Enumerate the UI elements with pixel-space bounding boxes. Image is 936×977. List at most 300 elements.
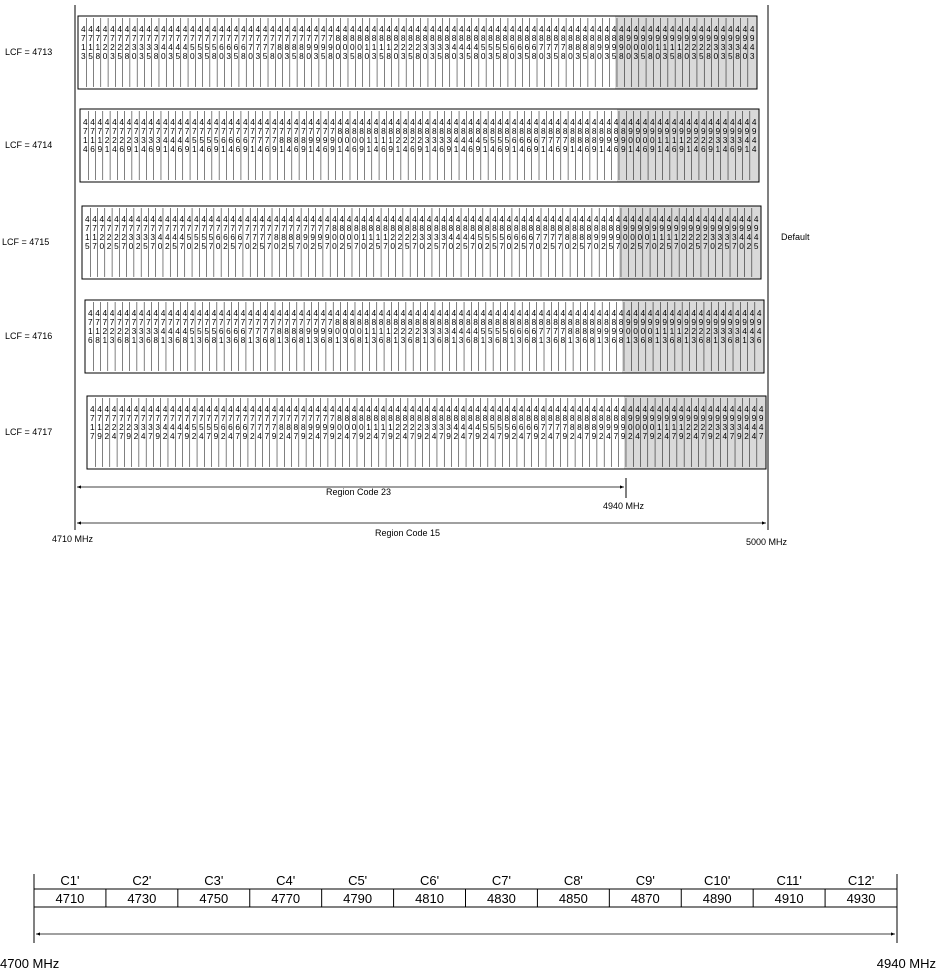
channel-digit: 5 bbox=[213, 422, 219, 432]
channel-digit: 3 bbox=[419, 232, 425, 242]
channel-digit: 7 bbox=[182, 33, 188, 43]
channel-digit: 7 bbox=[555, 422, 560, 432]
channel-digit: 2 bbox=[279, 431, 284, 441]
channel-digit: 6 bbox=[235, 422, 241, 432]
channel-digit: 4 bbox=[608, 214, 614, 224]
channel-digit: 2 bbox=[121, 232, 126, 242]
channel-digit: 8 bbox=[611, 317, 617, 327]
channel-digit: 1 bbox=[673, 232, 679, 242]
channel-digit: 4 bbox=[749, 308, 755, 318]
channel-digit: 4 bbox=[722, 117, 728, 127]
channel-digit: 5 bbox=[492, 241, 497, 251]
channel-digit: 8 bbox=[618, 51, 624, 61]
channel-digit: 5 bbox=[230, 241, 236, 251]
channel-digit: 4 bbox=[589, 24, 595, 34]
channel-digit: 7 bbox=[189, 317, 195, 327]
channel-digit: 4 bbox=[306, 308, 311, 318]
lcf-row bbox=[5, 396, 766, 469]
channel-digit: 6 bbox=[671, 144, 677, 154]
channel-digit: 8 bbox=[570, 135, 575, 145]
channel-digit: 2 bbox=[482, 431, 488, 441]
channel-digit: 1 bbox=[625, 335, 631, 345]
channel-digit: 9 bbox=[662, 33, 668, 43]
channel-digit: 4 bbox=[346, 214, 352, 224]
channel-digit: 4 bbox=[409, 404, 415, 414]
channel-digit: 4 bbox=[104, 117, 110, 127]
channel-digit: 1 bbox=[669, 326, 675, 336]
channel-digit: 8 bbox=[380, 413, 386, 423]
channel-digit: 2 bbox=[657, 431, 662, 441]
channel-digit: 0 bbox=[346, 232, 352, 242]
channel-digit: 4 bbox=[455, 214, 461, 224]
channel-digit: 8 bbox=[349, 33, 355, 43]
channel-digit: 9 bbox=[606, 135, 612, 145]
channel-digit: 4 bbox=[204, 308, 209, 318]
channel-digit: 4 bbox=[402, 431, 408, 441]
channel-digit: 7 bbox=[470, 241, 475, 251]
channel-digit: 4 bbox=[625, 308, 631, 318]
channel-digit: 4 bbox=[461, 117, 466, 127]
channel-digit: 4 bbox=[593, 214, 599, 224]
channel-digit: 9 bbox=[613, 135, 619, 145]
channel-digit: 0 bbox=[353, 232, 359, 242]
channel-digit: 4 bbox=[751, 422, 757, 432]
channel-digit: 4 bbox=[730, 117, 735, 127]
channel-digit: 8 bbox=[344, 413, 350, 423]
channel-digit: 3 bbox=[81, 51, 86, 61]
channel-digit: 4 bbox=[358, 404, 364, 414]
channel-digit: 5 bbox=[194, 232, 199, 242]
default-label: Default bbox=[781, 232, 810, 242]
lcf-row bbox=[2, 206, 761, 279]
channel-freq: 4710 bbox=[55, 891, 85, 906]
channel-digit: 4 bbox=[190, 24, 195, 34]
channel-digit: 4 bbox=[437, 24, 442, 34]
channel-digit: 4 bbox=[749, 42, 755, 52]
channel-digit: 7 bbox=[119, 126, 124, 136]
channel-digit: 9 bbox=[330, 144, 335, 154]
channel-digit: 8 bbox=[582, 326, 587, 336]
channel-digit: 7 bbox=[262, 42, 268, 52]
channel-digit: 9 bbox=[715, 126, 721, 136]
channel-digit: 4 bbox=[194, 214, 199, 224]
channel-digit: 4 bbox=[175, 24, 181, 34]
channel-digit: 7 bbox=[562, 422, 568, 432]
channel-digit: 3 bbox=[722, 422, 728, 432]
channel-digit: 4 bbox=[381, 117, 386, 127]
channel-digit: 3 bbox=[141, 135, 146, 145]
channel-digit: 8 bbox=[615, 223, 621, 233]
channel-digit: 4 bbox=[184, 135, 190, 145]
channel-digit: 4 bbox=[521, 214, 526, 224]
channel-digit: 1 bbox=[655, 326, 660, 336]
channel-digit: 4 bbox=[95, 308, 100, 318]
channel-digit: 7 bbox=[306, 317, 311, 327]
channel-digit: 7 bbox=[128, 223, 134, 233]
channel-digit: 7 bbox=[175, 317, 180, 327]
channel-digit: 4 bbox=[422, 24, 428, 34]
channel-digit: 8 bbox=[618, 317, 624, 327]
channel-digit: 8 bbox=[577, 422, 582, 432]
channel-digit: 9 bbox=[655, 317, 660, 327]
channel-digit: 7 bbox=[291, 33, 297, 43]
channel-digit: 7 bbox=[162, 413, 168, 423]
channel-digit: 0 bbox=[358, 422, 364, 432]
channel-digit: 4 bbox=[182, 308, 188, 318]
channel-digit: 4 bbox=[724, 214, 730, 224]
channel-digit: 6 bbox=[240, 326, 246, 336]
channel-digit: 7 bbox=[298, 317, 304, 327]
channel-digit: 8 bbox=[531, 335, 537, 345]
channel-digit: 6 bbox=[511, 135, 517, 145]
channel-digit: 4 bbox=[535, 214, 541, 224]
channel-digit: 5 bbox=[204, 326, 209, 336]
channel-digit: 4 bbox=[359, 117, 364, 127]
channel-digit: 7 bbox=[150, 223, 156, 233]
channel-digit: 9 bbox=[625, 317, 631, 327]
channel-digit: 8 bbox=[446, 126, 452, 136]
channel-digit: 8 bbox=[541, 126, 546, 136]
channel-digit: 1 bbox=[655, 335, 660, 345]
channel-digit: 4 bbox=[237, 214, 243, 224]
channel-digit: 6 bbox=[235, 144, 241, 154]
channel-digit: 4 bbox=[211, 308, 217, 318]
channel-digit: 9 bbox=[597, 42, 602, 52]
channel-digit: 4 bbox=[562, 117, 568, 127]
channel-digit: 9 bbox=[322, 135, 328, 145]
channel-digit: 7 bbox=[182, 317, 188, 327]
channel-digit: 8 bbox=[431, 413, 437, 423]
channel-digit: 9 bbox=[604, 326, 609, 336]
channel-digit: 5 bbox=[175, 51, 181, 61]
channel-digit: 5 bbox=[495, 42, 501, 52]
channel-digit: 4 bbox=[431, 404, 437, 414]
channel-digit: 4 bbox=[577, 404, 582, 414]
channel-digit: 4 bbox=[422, 308, 428, 318]
channel-digit: 0 bbox=[644, 232, 650, 242]
channel-digit: 7 bbox=[613, 431, 619, 441]
channel-digit: 4 bbox=[228, 144, 234, 154]
channel-digit: 8 bbox=[567, 326, 573, 336]
channel-digit: 9 bbox=[446, 144, 452, 154]
channel-digit: 9 bbox=[359, 144, 364, 154]
channel-digit: 2 bbox=[417, 422, 422, 432]
channel-digit: 8 bbox=[513, 223, 519, 233]
channel-digit: 4 bbox=[351, 117, 357, 127]
channel-digit: 8 bbox=[366, 413, 371, 423]
channel-digit: 9 bbox=[649, 431, 655, 441]
channel-digit: 3 bbox=[371, 335, 377, 345]
channel-digit: 7 bbox=[288, 223, 294, 233]
channel-digit: 4 bbox=[705, 308, 711, 318]
channel-digit: 0 bbox=[630, 232, 635, 242]
channel-digit: 4 bbox=[324, 214, 330, 224]
channel-digit: 7 bbox=[441, 241, 446, 251]
channel-freq: 4850 bbox=[558, 891, 588, 906]
channel-digit: 6 bbox=[553, 335, 558, 345]
channel-digit: 9 bbox=[213, 431, 219, 441]
channel-digit: 1 bbox=[364, 326, 369, 336]
channel-digit: 9 bbox=[708, 144, 713, 154]
channel-digit: 7 bbox=[295, 241, 301, 251]
channel-digit: 4 bbox=[473, 326, 478, 336]
channel-digit: 4 bbox=[286, 144, 292, 154]
channel-digit: 4 bbox=[90, 404, 95, 414]
channel-digit: 4 bbox=[650, 117, 655, 127]
channel-digit: 3 bbox=[424, 135, 430, 145]
channel-digit: 7 bbox=[235, 126, 241, 136]
channel-digit: 4 bbox=[613, 117, 619, 127]
channel-digit: 2 bbox=[223, 241, 228, 251]
channel-digit: 8 bbox=[269, 335, 275, 345]
channel-digit: 2 bbox=[117, 326, 122, 336]
channel-digit: 4 bbox=[606, 144, 612, 154]
channel-digit: 5 bbox=[189, 326, 195, 336]
channel-digit: 1 bbox=[337, 144, 343, 154]
channel-digit: 8 bbox=[342, 317, 348, 327]
channel-digit: 0 bbox=[477, 241, 483, 251]
channel-digit: 8 bbox=[502, 317, 508, 327]
channel-digit: 7 bbox=[230, 223, 236, 233]
channel-digit: 7 bbox=[257, 135, 263, 145]
channel-digit: 8 bbox=[353, 223, 359, 233]
channel-digit: 5 bbox=[502, 42, 508, 52]
channel-digit: 7 bbox=[160, 317, 166, 327]
channel-band-table bbox=[34, 873, 897, 943]
channel-digit: 7 bbox=[244, 232, 250, 242]
channel-digit: 7 bbox=[146, 317, 151, 327]
channel-digit: 3 bbox=[715, 135, 721, 145]
channel-digit: 9 bbox=[306, 42, 311, 52]
channel-digit: 4 bbox=[240, 308, 246, 318]
channel-digit: 0 bbox=[357, 42, 362, 52]
channel-digit: 5 bbox=[492, 232, 497, 242]
channel-digit: 3 bbox=[153, 326, 159, 336]
channel-digit: 2 bbox=[455, 241, 461, 251]
channel-digit: 8 bbox=[575, 317, 580, 327]
channel-digit: 4 bbox=[577, 117, 582, 127]
channel-digit: 2 bbox=[395, 431, 400, 441]
channel-digit: 5 bbox=[504, 422, 510, 432]
channel-digit: 0 bbox=[157, 241, 163, 251]
channel-digit: 7 bbox=[194, 223, 199, 233]
channel-digit: 8 bbox=[473, 335, 478, 345]
channel-digit: 4 bbox=[249, 404, 255, 414]
channel-digit: 0 bbox=[640, 42, 646, 52]
channel-digit: 3 bbox=[575, 335, 580, 345]
channel-digit: 7 bbox=[272, 135, 277, 145]
channel-digit: 0 bbox=[361, 241, 366, 251]
channel-digit: 4 bbox=[140, 404, 146, 414]
channel-digit: 0 bbox=[628, 135, 633, 145]
channel-digit: 8 bbox=[480, 317, 486, 327]
channel-digit: 8 bbox=[598, 413, 604, 423]
channel-digit: 8 bbox=[487, 317, 493, 327]
channel-digit: 5 bbox=[349, 51, 355, 61]
channel-digit: 4 bbox=[504, 117, 510, 127]
channel-digit: 2 bbox=[162, 431, 168, 441]
channel-digit: 4 bbox=[153, 24, 159, 34]
channel-digit: 4 bbox=[655, 24, 660, 34]
channel-digit: 1 bbox=[388, 135, 393, 145]
channel-digit: 6 bbox=[291, 335, 297, 345]
channel-digit: 9 bbox=[671, 413, 677, 423]
channel-digit: 9 bbox=[315, 135, 321, 145]
channel-digit: 4 bbox=[199, 144, 204, 154]
channel-digit: 4 bbox=[257, 404, 262, 414]
channel-digit: 6 bbox=[262, 335, 268, 345]
channel-digit: 4 bbox=[177, 117, 183, 127]
channel-digit: 0 bbox=[648, 42, 653, 52]
channel-digit: 0 bbox=[713, 51, 719, 61]
channel-digit: 6 bbox=[698, 335, 704, 345]
channel-digit: 7 bbox=[131, 317, 137, 327]
channel-digit: 8 bbox=[299, 51, 304, 61]
channel-digit: 8 bbox=[373, 126, 379, 136]
channel-digit: 7 bbox=[264, 413, 270, 423]
channel-digit: 3 bbox=[441, 232, 446, 242]
channel-digit: 4 bbox=[378, 308, 384, 318]
channel-digit: 2 bbox=[630, 241, 635, 251]
channel-digit: 8 bbox=[383, 223, 388, 233]
channel-digit: 3 bbox=[131, 42, 137, 52]
channel-digit: 7 bbox=[266, 223, 272, 233]
channel-digit: 4 bbox=[497, 117, 503, 127]
channel-digit: 9 bbox=[272, 144, 277, 154]
channel-digit: 4 bbox=[295, 214, 301, 224]
channel-digit: 4 bbox=[257, 431, 262, 441]
channel-digit: 3 bbox=[633, 335, 638, 345]
channel-digit: 3 bbox=[284, 335, 289, 345]
channel-digit: 4 bbox=[504, 404, 510, 414]
channel-digit: 7 bbox=[155, 413, 161, 423]
channel-digit: 8 bbox=[516, 317, 522, 327]
channel-digit: 4 bbox=[640, 308, 646, 318]
channel-digit: 0 bbox=[128, 241, 134, 251]
channel-digit: 4 bbox=[582, 308, 587, 318]
channel-digit: 9 bbox=[327, 326, 333, 336]
channel-digit: 5 bbox=[524, 51, 530, 61]
channel-digit: 7 bbox=[95, 33, 101, 43]
channel-freq: 4910 bbox=[774, 891, 804, 906]
channel-digit: 1 bbox=[628, 144, 633, 154]
channel-digit: 4 bbox=[649, 404, 655, 414]
channel-digit: 4 bbox=[735, 308, 740, 318]
channel-digit: 4 bbox=[524, 24, 530, 34]
channel-digit: 8 bbox=[495, 317, 500, 327]
channel-digit: 4 bbox=[213, 117, 219, 127]
channel-digit: 7 bbox=[313, 33, 319, 43]
channel-digit: 6 bbox=[230, 232, 236, 242]
channel-digit: 7 bbox=[170, 126, 175, 136]
channel-digit: 4 bbox=[727, 308, 733, 318]
channel-digit: 8 bbox=[538, 317, 544, 327]
channel-digit: 9 bbox=[613, 422, 619, 432]
channel-digit: 4 bbox=[233, 24, 239, 34]
channel-digit: 3 bbox=[749, 335, 755, 345]
channel-digit: 4 bbox=[373, 117, 379, 127]
channel-digit: 8 bbox=[468, 126, 473, 136]
channel-digit: 4 bbox=[737, 117, 742, 127]
channel-digit: 8 bbox=[95, 51, 101, 61]
channel-digit: 9 bbox=[301, 144, 306, 154]
channel-digit: 5 bbox=[482, 422, 488, 432]
channel-digit: 3 bbox=[749, 51, 755, 61]
channel-digit: 4 bbox=[192, 117, 197, 127]
channel-digit: 4 bbox=[179, 232, 185, 242]
channel-digit: 3 bbox=[429, 51, 435, 61]
channel-digit: 7 bbox=[295, 223, 301, 233]
channel-digit: 8 bbox=[293, 422, 299, 432]
channel-digit: 1 bbox=[395, 144, 401, 154]
channel-digit: 9 bbox=[666, 223, 672, 233]
channel-digit: 8 bbox=[517, 33, 522, 43]
channel-digit: 4 bbox=[191, 404, 197, 414]
channel-digit: 7 bbox=[206, 431, 211, 441]
channel-digit: 4 bbox=[300, 404, 306, 414]
channel-digit: 2 bbox=[124, 42, 130, 52]
channel-digit: 4 bbox=[468, 404, 473, 414]
channel-digit: 3 bbox=[662, 335, 667, 345]
channel-digit: 3 bbox=[459, 51, 464, 61]
channel-digit: 4 bbox=[339, 214, 345, 224]
channel-digit: 8 bbox=[553, 317, 558, 327]
channel-digit: 3 bbox=[110, 51, 115, 61]
channel-digit: 7 bbox=[157, 223, 163, 233]
channel-digit: 9 bbox=[669, 33, 675, 43]
channel-digit: 3 bbox=[429, 335, 435, 345]
channel-digit: 1 bbox=[666, 232, 672, 242]
channel-digit: 6 bbox=[240, 42, 246, 52]
channel-digit: 7 bbox=[255, 33, 261, 43]
channel-digit: 7 bbox=[252, 223, 257, 233]
channel-digit: 8 bbox=[466, 317, 471, 327]
channel-digit: 4 bbox=[320, 308, 326, 318]
channel-digit: 3 bbox=[342, 335, 348, 345]
channel-digit: 4 bbox=[164, 232, 170, 242]
channel-digit: 4 bbox=[386, 308, 391, 318]
channel-digit: 7 bbox=[264, 422, 270, 432]
channel-digit: 2 bbox=[412, 232, 417, 242]
channel-digit: 7 bbox=[150, 241, 156, 251]
channel-digit: 9 bbox=[310, 232, 315, 242]
channel-digit: 4 bbox=[419, 214, 425, 224]
channel-digit: 4 bbox=[415, 308, 420, 318]
channel-digit: 8 bbox=[357, 51, 362, 61]
channel-digit: 9 bbox=[271, 431, 277, 441]
channel-digit: 3 bbox=[735, 42, 740, 52]
channel-digit: 3 bbox=[436, 326, 442, 336]
channel-digit: 7 bbox=[315, 413, 320, 423]
channel-digit: 4 bbox=[177, 135, 183, 145]
channel-digit: 8 bbox=[586, 232, 592, 242]
channel-digit: 8 bbox=[291, 42, 297, 52]
channel-digit: 4 bbox=[112, 144, 117, 154]
channel-digit: 4 bbox=[598, 404, 604, 414]
channel-digit: 6 bbox=[700, 144, 706, 154]
channel-digit: 1 bbox=[715, 144, 721, 154]
channel-digit: 3 bbox=[727, 326, 733, 336]
channel-digit: 3 bbox=[429, 326, 435, 336]
channel-digit: 8 bbox=[613, 413, 619, 423]
channel-digit: 5 bbox=[172, 241, 177, 251]
channel-digit: 2 bbox=[366, 431, 371, 441]
channel-digit: 4 bbox=[453, 117, 459, 127]
channel-digit: 4 bbox=[182, 326, 188, 336]
channel-digit: 0 bbox=[422, 51, 428, 61]
channel-digit: 4 bbox=[335, 24, 341, 34]
channel-digit: 2 bbox=[310, 241, 315, 251]
